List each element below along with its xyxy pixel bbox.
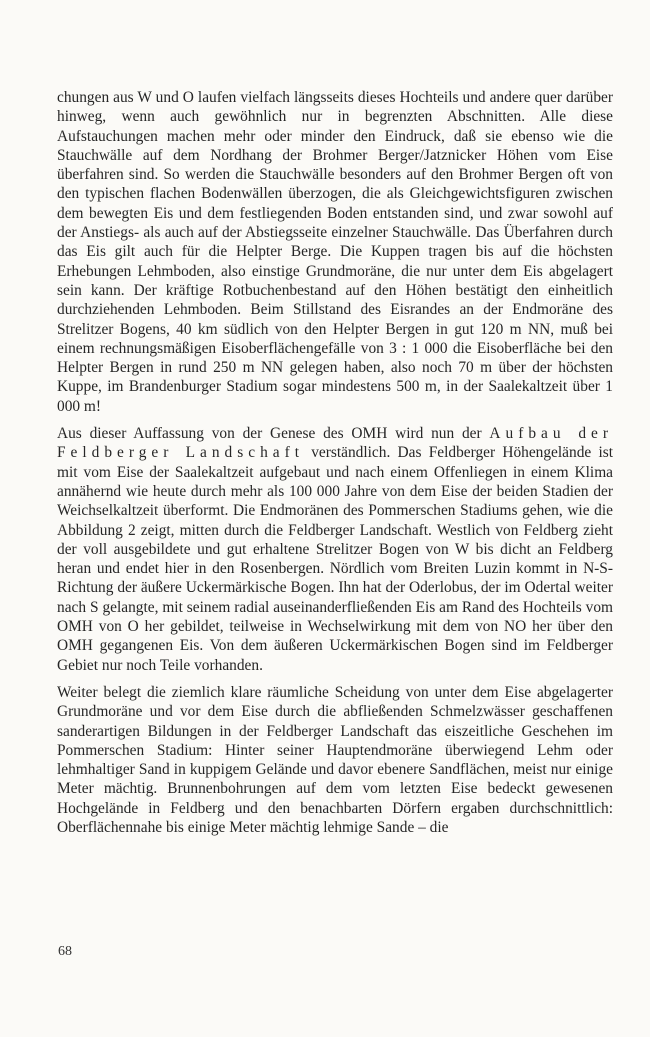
paragraph-2-text-end: verständlich. Das Feldberger Höhengelände ist mit vom Eise der Saalekaltzeit aufgebaut und nach einem Offenliegen in einem Klima annähernd wie heute durch mehr als 100 000 Jahre von dem Eise der beiden Stadien der Weichselkaltzeit überformt. Die Endmoränen des Pommerschen Stadiums gehen, wie die Abbildung 2 zeigt, mitten durch die Feldberger Landschaft. Westlich von Feldberg zieht der voll ausgebildete und gut erhaltene Strelitzer Bogen von W bis dicht an Feldberg heran und endet hier in den Rosenbergen. Nördlich vom Breiten Luzin kommt in N-S-Richtung der äußere Uckermärkische Bogen. Ihn hat der Oderlobus, der im Odertal weiter nach S gelangte, mit seinem radial auseinanderfließenden Eis am Rand des Hochteils vom OMH von O her gebildet, teilweise in Wechselwirkung mit dem von NO her über den OMH gegangenen Eis. Von dem äußeren Uckermärkischen Bogen sind im Feldberger Gebiet nur noch Teile vorhanden. [57,444,613,674]
document-page [57,88,613,837]
paragraph-1-text: chungen aus W und O laufen vielfach längsseits dieses Hochteils und andere quer darüber hinweg, wenn auch gewöhnlich nur in begrenzten Abschnitten. Alle diese Aufstauchungen machen mehr oder minder den Eindruck, daß sie ebenso wie die Stauchwälle auf dem Nordhang der Brohmer Berger/Jatznicker Höhen vom Eise überfahren sind. So werden die Stauchwälle besonders auf den Brohmer Bergen oft von den typischen flachen Bodenwällen überzogen, die als Gleichgewichtsfiguren zwischen dem bewegten Eis und dem festliegenden Boden entstanden sind, und zwar sowohl auf der Anstiegs- als auch auf der Abstiegsseite einzelner Stauchwälle. Das Überfahren durch das Eis gilt auch für die Helpter Berge. Die Kuppen tragen bis auf die höchsten Erhebungen Lehmboden, also einstige Grundmoräne, die nur unter dem Eis abgelagert sein kann. Der kräftige Rotbuchenbestand auf den Höhen bestätigt den einheitlich durchziehenden Lehmboden. Beim Stillstand des Eisrandes an der Endmoräne des Strelitzer Bogens, 40 km südlich von den Helpter Bergen in gut 120 m NN, muß bei einem rechnungsmäßigen Eisoberflächengefälle von 3 : 1 000 die Eisoberfläche bei den Helpter Bergen in rund 250 m NN gelegen haben, also noch 70 m über der höchsten Kuppe, im Brandenburger Stadium sogar mindestens 500 m, in der Saalekaltzeit über 1 000 m! [57,89,613,415]
paragraph-2 [57,424,613,675]
paragraph-1 [57,88,613,416]
paragraph-2-spaced-emphasis: Aufbau der Feldberger Landschaft [57,425,614,462]
paragraph-3-text: Weiter belegt die ziemlich klare räumliche Scheidung von unter dem Eise abgelagerter Grundmoräne und vor dem Eise durch die abfließenden Schmelzwässer geschaffenen sanderartigen Bildungen in der Feldberger Landschaft das eiszeitliche Geschehen im Pommerschen Stadium: Hinter seiner Hauptendmoräne überwiegend Lehm oder lehmhaltiger Sand in kuppigem Gelände und davor ebenere Sandflächen, meist nur einige Meter mächtig. Brunnenbohrungen auf dem vom letzten Eise bedeckt gewesenen Hochgelände in Feldberg und den benachbarten Dörfern ergaben durchschnittlich: Oberflächennahe bis einige Meter mächtig lehmige Sande – die [57,683,613,836]
paragraph-2-text-start: Aus dieser Auffassung von der Genese des OMH wird nun der [57,425,490,443]
paragraph-3 [57,683,613,837]
page-number: 68 [58,944,72,959]
